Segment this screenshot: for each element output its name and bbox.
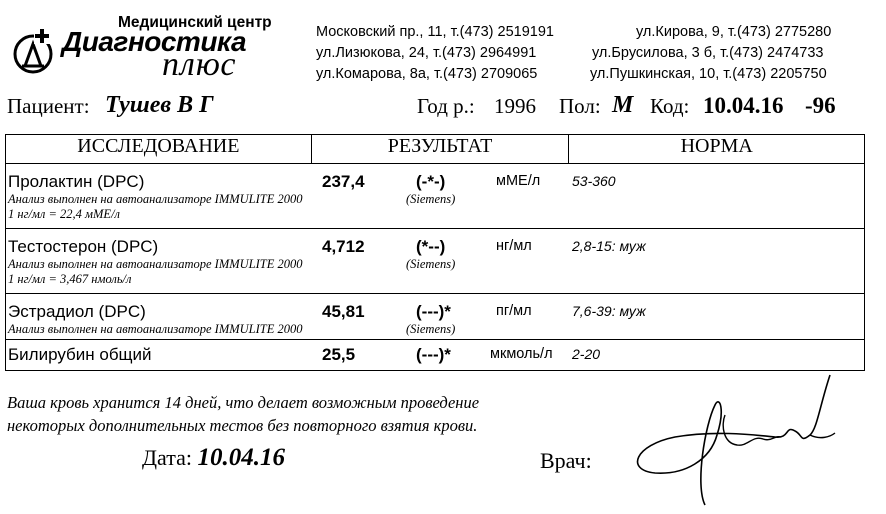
test-norm: 2,8-15: муж	[572, 238, 646, 254]
center-suffix: плюс	[162, 46, 237, 83]
center-logo	[12, 14, 287, 82]
test-value: 4,712	[322, 237, 365, 256]
table-row	[6, 229, 865, 294]
test-norm: 2-20	[572, 346, 601, 362]
test-norm: 53-360	[572, 173, 616, 189]
header-result: РЕЗУЛЬТАТ	[311, 135, 569, 164]
unit-conversion: 1 нг/мл = 22,4 мМЕ/л	[8, 207, 120, 221]
test-norm: 7,6-39: муж	[572, 303, 646, 319]
analyzer-maker: (Siemens)	[406, 322, 456, 336]
sex-value: М	[612, 92, 634, 118]
patient-info	[7, 94, 876, 124]
header-norm: НОРМА	[569, 135, 865, 164]
analyzer-note: Анализ выполнен на автоанализаторе IMMULITE 2000	[8, 322, 303, 336]
sex-label: Пол:	[559, 94, 601, 118]
patient-label: Пациент:	[7, 94, 90, 118]
code-suffix: -96	[805, 93, 836, 118]
test-unit: мМЕ/л	[496, 173, 541, 189]
address-right-2: ул.Брусилова, 3 б, т.(473) 2474733	[592, 45, 824, 61]
address-left-1: Московский пр., 11, т.(473) 2519191	[316, 24, 554, 40]
address-right-3: ул.Пушкинская, 10, т.(473) 2205750	[590, 66, 827, 82]
test-flag: (*--)	[416, 237, 446, 256]
center-name: Диагностика	[62, 26, 247, 57]
analyzer-maker: (Siemens)	[406, 192, 456, 206]
table-row	[6, 294, 865, 340]
test-name: Тестостерон (DPC)	[8, 237, 159, 256]
test-unit: пг/мл	[496, 303, 532, 319]
date-value: 10.04.16	[197, 444, 285, 471]
test-flag: (---)*	[416, 345, 451, 364]
medical-cross-icon	[12, 26, 58, 76]
analyzer-note: Анализ выполнен на автоанализаторе IMMULITE 2000	[8, 192, 303, 206]
test-name: Билирубин общий	[8, 345, 152, 364]
storage-note-line-1: Ваша кровь хранится 14 дней, что делает возможным проведение	[7, 393, 480, 412]
test-flag: (---)*	[416, 302, 451, 321]
test-unit: нг/мл	[496, 238, 532, 254]
test-flag: (-*-)	[416, 172, 446, 191]
test-value: 25,5	[322, 345, 356, 364]
test-name: Эстрадиол (DPC)	[8, 302, 146, 321]
code-label: Код:	[650, 94, 690, 118]
birth-year-label: Год р.:	[417, 94, 475, 118]
address-left-3: ул.Комарова, 8а, т.(473) 2709065	[316, 66, 538, 82]
date-label: Дата:	[142, 445, 192, 470]
header-test: ИССЛЕДОВАНИЕ	[6, 135, 312, 164]
storage-note-line-2: некоторых дополнительных тестов без повторного взятия крови.	[7, 416, 478, 435]
code-value: 10.04.16	[703, 93, 784, 118]
test-value: 45,81	[322, 302, 365, 321]
unit-conversion: 1 нг/мл = 3,467 нмоль/л	[8, 272, 132, 286]
analyzer-note: Анализ выполнен на автоанализаторе IMMULITE 2000	[8, 257, 303, 271]
test-value: 237,4	[322, 172, 365, 191]
test-unit: мкмоль/л	[490, 346, 553, 362]
table-row	[6, 164, 865, 229]
date-line	[142, 444, 285, 472]
doctor-label: Врач:	[540, 448, 592, 473]
center-label: Медицинский центр	[118, 14, 272, 31]
results-table	[5, 134, 865, 371]
address-right-1: ул.Кирова, 9, т.(473) 2775280	[636, 24, 832, 40]
address-left-2: ул.Лизюкова, 24, т.(473) 2964991	[316, 45, 537, 61]
doctor-signature	[625, 365, 840, 510]
test-name: Пролактин (DPC)	[8, 172, 145, 191]
birth-year: 1996	[494, 94, 536, 118]
table-header	[6, 135, 865, 164]
analyzer-maker: (Siemens)	[406, 257, 456, 271]
patient-name: Тушев В Г	[105, 92, 214, 118]
